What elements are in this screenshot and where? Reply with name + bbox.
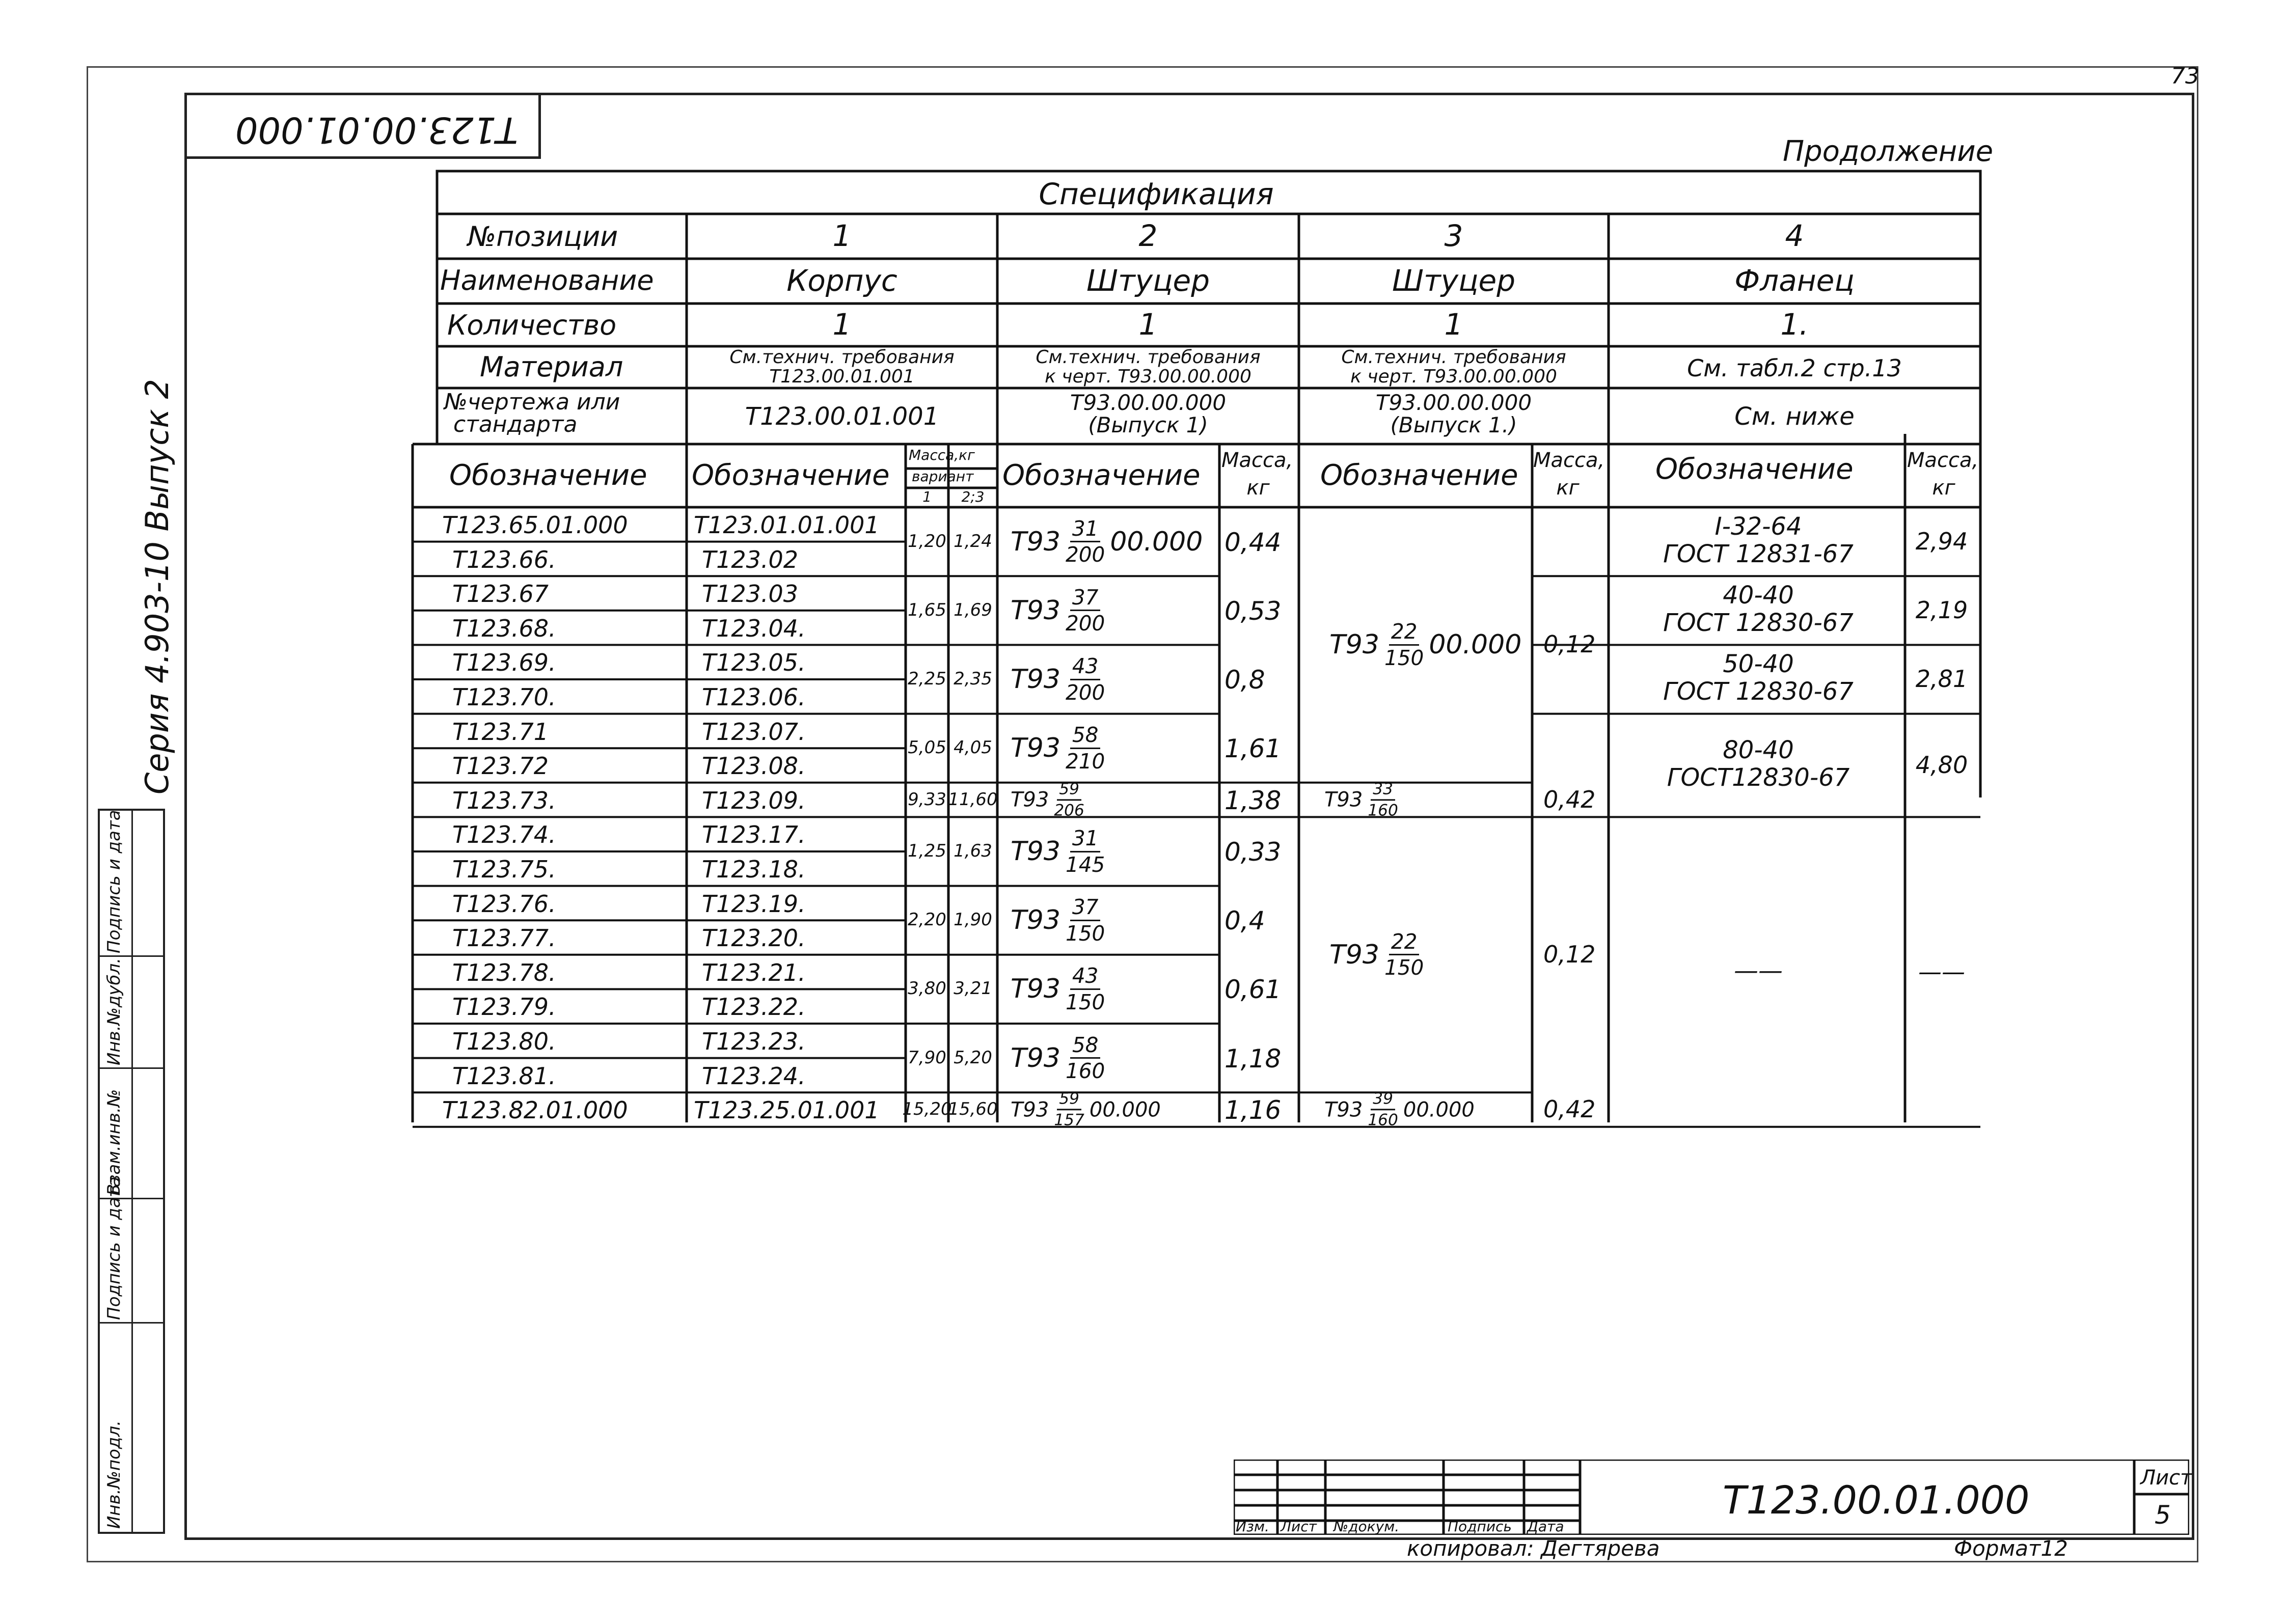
doc-number: Т123.00.01.000 [1723,1477,2030,1523]
designation-prefix: Т93 [1011,1098,1049,1121]
flange-standard: 50-40 [1723,650,1794,678]
fraction-designation [1329,621,1521,668]
fraction-denominator: 150 [1065,921,1105,946]
variant-col-header: 1 [922,488,932,505]
col2-mass: 1,18 [1224,1043,1282,1074]
col2-mass: 0,8 [1224,665,1265,695]
col1-designation-cell: Т123.02 [702,545,799,573]
drawing-number: Т93.00.00.000 [1375,390,1532,415]
drawing-number: См. ниже [1734,402,1855,431]
col1-mass-v1: 2,20 [908,910,946,930]
col1-mass-v23: 15,60 [948,1099,998,1119]
part-qty: 1 [1444,307,1463,342]
designation-cell: Т123.69. [452,649,556,677]
designation-prefix: Т93 [1011,836,1060,867]
col1-designation-cell: Т123.23. [702,1028,806,1055]
designation-prefix: Т93 [1011,733,1060,764]
col1-mass-v1: 5,05 [908,737,946,758]
col1-mass-v1: 7,90 [908,1047,946,1068]
col1-designation-cell: Т123.05. [702,649,806,677]
position-number: 2 [1138,218,1158,253]
drawing-number: Т93.00.00.000 [1070,390,1227,415]
part-qty: 1 [832,307,852,342]
fraction [1064,825,1107,877]
fraction [1366,781,1400,818]
part-name: Штуцер [1086,263,1210,298]
col1-designation-cell: Т123.24. [702,1062,806,1090]
stamp-label: Инв.№подл. [104,1420,124,1529]
designation-prefix: Т93 [1011,595,1060,626]
fraction-numerator: 58 [1070,1035,1101,1059]
designation-cell: Т123.79. [452,993,556,1021]
col1-mass-v23: 5,20 [954,1047,992,1068]
col2-mass: 1,61 [1224,734,1282,764]
copied-by: копировал: Дегтярева [1407,1536,1660,1561]
designation-prefix: Т93 [1329,629,1379,660]
fraction-numerator: 43 [1070,656,1101,680]
col1-designation-cell: Т123.18. [702,856,806,883]
col1-designation-cell: Т123.17. [702,821,806,849]
mass-header: кг [1246,476,1270,500]
fraction-numerator: 31 [1070,828,1101,852]
fraction [1064,966,1107,1012]
col1-mass-v23: 11,60 [948,789,998,810]
col1-mass-v1: 1,65 [908,599,946,620]
col1-designation-cell: Т123.25.01.001 [694,1096,880,1124]
fraction [1064,725,1107,772]
material-text: См.технич. требования [1036,347,1261,368]
fraction [1064,518,1107,565]
fraction-designation [1011,518,1203,565]
fraction-numerator: 59 [1057,1091,1081,1110]
mass-header: Масса, [1221,449,1293,472]
designation-prefix: Т93 [1011,905,1060,936]
stamp-label: Инв.№дубл. [104,957,124,1065]
designation-prefix: Т93 [1011,526,1060,557]
flange-standard: ГОСТ 12830-67 [1663,677,1854,706]
flange-standard: I-32-64 [1715,512,1802,541]
fraction-numerator: 22 [1389,621,1420,646]
col3-mass: 0,42 [1543,785,1596,813]
continuation-label: Продолжение [1783,135,1994,168]
fraction-designation [1324,781,1403,818]
col3-mass: 0,12 [1543,940,1596,968]
stamp-label: Подпись и дата [104,810,124,953]
designation-cell: Т123.71 [452,718,549,746]
designation-cell: Т123.80. [452,1028,556,1055]
material-text: Т123.00.01.001 [769,366,915,387]
fraction-numerator: 58 [1070,725,1101,749]
col1-designation-cell: Т123.21. [702,958,806,986]
material-text: к черт. Т93.00.00.000 [1350,366,1557,387]
fraction-denominator: 160 [1368,801,1398,820]
fraction [1366,1091,1400,1128]
fraction-designation [1011,781,1090,818]
fraction-numerator: 33 [1371,781,1395,801]
flange-mass: —— [1918,957,1965,985]
flange-standard: 40-40 [1723,581,1794,610]
row-label-qty: Количество [447,309,617,341]
fraction-numerator: 37 [1070,897,1101,921]
designation-cell: Т123.77. [452,924,556,952]
fraction-designation [1011,653,1110,705]
flange-mass: 2,81 [1915,665,1968,693]
mass-header: Масса, [1533,449,1605,472]
drawing-number: (Выпуск 1.) [1390,412,1517,437]
col3-mass: 0,12 [1543,630,1596,658]
mass-variant-header: Масса,кг [909,447,975,463]
material-text: См.технич. требования [1341,347,1566,368]
designation-suffix: 00.000 [1089,1098,1161,1121]
page-number: 73 [2171,63,2199,89]
flange-standard: ГОСТ 12830-67 [1663,608,1854,637]
col2-mass: 0,4 [1224,906,1265,936]
fraction-denominator: 150 [1065,989,1105,1014]
col1-designation-cell: Т123.09. [702,786,806,814]
designation-header: Обозначение [1002,459,1201,492]
designation-cell: Т123.72 [452,752,549,780]
designation-cell: Т123.70. [452,683,556,711]
col1-designation-cell: Т123.06. [702,683,806,711]
tb-label: Изм. [1236,1518,1269,1535]
designation-prefix: Т93 [1011,974,1060,1005]
col1-mass-v23: 3,21 [954,978,992,999]
fraction-designation [1011,1091,1161,1128]
fraction-denominator: 150 [1384,645,1424,670]
fraction-designation [1324,1091,1475,1128]
part-qty: 1. [1780,307,1809,342]
fraction [1382,931,1426,978]
fraction-designation [1011,725,1110,772]
fraction-denominator: 206 [1054,801,1084,820]
designation-suffix: 00.000 [1429,629,1522,660]
flange-standard: —— [1734,956,1783,985]
col1-designation-cell: Т123.07. [702,718,806,746]
fraction-numerator: 39 [1371,1091,1395,1110]
designation-cell: Т123.66. [452,545,556,573]
col1-mass-v1: 9,33 [908,789,946,810]
flange-mass: 4,80 [1915,751,1968,779]
col1-designation-cell: Т123.03 [702,580,799,608]
tb-label: Дата [1527,1518,1564,1535]
designation-cell: Т123.73. [452,786,556,814]
position-number: 3 [1444,218,1463,253]
designation-cell: Т123.76. [452,890,556,918]
col3-mass: 0,42 [1543,1095,1596,1123]
fraction-designation [1011,1032,1110,1084]
designation-prefix: Т93 [1324,788,1363,812]
mass-header: кг [1556,476,1580,500]
designation-cell: Т123.65.01.000 [442,511,628,539]
drawing-number: (Выпуск 1) [1088,412,1208,437]
corner-code: Т123.00.01.000 [235,109,518,151]
flange-mass: 2,94 [1915,527,1968,555]
col1-designation-cell: Т123.22. [702,993,806,1021]
col1-designation-cell: Т123.01.01.001 [694,511,880,539]
col1-mass-v23: 2,35 [954,669,992,689]
designation-cell: Т123.82.01.000 [442,1096,628,1124]
fraction-denominator: 200 [1065,542,1105,567]
flange-standard: 80-40 [1723,736,1794,764]
designation-header: Обозначение [449,459,647,492]
material-text: См. табл.2 стр.13 [1687,354,1902,382]
fraction-numerator: 43 [1070,966,1101,990]
fraction-denominator: 200 [1065,680,1105,705]
fraction-denominator: 160 [1368,1111,1398,1130]
fraction-denominator: 145 [1065,852,1105,877]
format-label: Формат12 [1954,1536,2068,1561]
col1-mass-v23: 1,63 [954,841,992,861]
col1-mass-v23: 1,69 [954,599,992,620]
part-name: Штуцер [1392,263,1516,298]
col1-designation-cell: Т123.08. [702,752,806,780]
fraction [1052,781,1086,818]
col1-mass-v23: 1,90 [954,910,992,930]
fraction-denominator: 200 [1065,611,1105,636]
col1-mass-v23: 1,24 [954,531,992,552]
fraction-denominator: 150 [1384,955,1424,980]
mass-variant-header: вариант [912,468,974,485]
col1-designation-cell: Т123.20. [702,924,806,952]
designation-prefix: Т93 [1011,664,1060,695]
tb-label: Лист [1281,1518,1317,1535]
designation-prefix: Т93 [1011,788,1049,812]
designation-header: Обозначение [1655,453,1854,486]
designation-header: Обозначение [692,459,890,492]
fraction [1064,897,1107,944]
fraction-numerator: 31 [1070,518,1101,543]
col2-mass: 1,38 [1224,785,1282,815]
fraction [1052,1091,1086,1128]
fraction-numerator: 22 [1389,931,1420,956]
drawing-number: Т123.00.01.001 [745,402,939,431]
designation-prefix: Т93 [1324,1098,1363,1121]
fraction-denominator: 157 [1054,1111,1084,1130]
fraction-numerator: 37 [1070,587,1101,612]
fraction-designation [1011,825,1110,877]
fraction-designation [1011,587,1110,634]
position-number: 1 [832,218,852,253]
mass-header: Масса, [1907,449,1979,472]
sheet-label: Лист [2140,1466,2192,1490]
fraction-denominator: 210 [1065,749,1105,774]
fraction-designation [1011,966,1110,1012]
designation-header: Обозначение [1320,459,1518,492]
row-label-drawing: №чертежа или [444,389,620,415]
position-number: 4 [1785,218,1804,253]
col1-designation-cell: Т123.19. [702,890,806,918]
designation-cell: Т123.67 [452,580,549,608]
stamp-label: Подпись и дата [104,1176,124,1320]
mass-header: кг [1932,476,1955,500]
flange-mass: 2,19 [1915,596,1968,624]
designation-cell: Т123.81. [452,1062,556,1090]
col2-mass: 0,33 [1224,837,1282,867]
fraction-denominator: 160 [1065,1059,1105,1084]
series-label: Серия 4.903-10 Выпуск 2 [139,379,176,794]
part-qty: 1 [1138,307,1158,342]
designation-prefix: Т93 [1329,939,1379,970]
fraction [1064,1032,1107,1084]
designation-cell: Т123.74. [452,821,556,849]
material-text: См.технич. требования [729,347,955,368]
spec-title: Спецификация [1039,177,1274,211]
title-block [1234,1460,2192,1535]
col2-mass: 1,16 [1224,1095,1282,1125]
designation-cell: Т123.75. [452,856,556,883]
col2-mass: 0,61 [1224,975,1282,1005]
fraction [1382,621,1426,668]
row-label-drawing: стандарта [453,411,578,437]
row-label-name: Наименование [440,264,654,296]
designation-cell: Т123.68. [452,614,556,642]
material-text: к черт. Т93.00.00.000 [1045,366,1251,387]
col1-mass-v1: 1,25 [908,841,946,861]
fraction-designation [1329,931,1429,978]
variant-col-header: 2;3 [961,488,985,505]
col1-mass-v1: 1,20 [908,531,946,552]
col2-mass: 0,44 [1224,527,1282,557]
designation-suffix: 00.000 [1110,526,1203,557]
tb-label: №докум. [1334,1518,1400,1535]
fraction-designation [1011,897,1110,944]
fraction [1064,653,1107,705]
col1-mass-v1: 15,20 [902,1099,952,1119]
col1-mass-v1: 2,25 [908,669,946,689]
col2-mass: 0,53 [1224,596,1282,626]
flange-standard: ГОСТ 12831-67 [1663,539,1854,568]
stamp-label: Взам.инв.№ [104,1089,124,1196]
flange-standard: ГОСТ12830-67 [1667,763,1850,792]
designation-cell: Т123.78. [452,958,556,986]
row-label-position: №позиции [468,221,618,253]
col1-mass-v23: 4,05 [954,737,992,758]
col1-mass-v1: 3,80 [908,978,946,999]
part-name: Корпус [786,263,897,298]
fraction-numerator: 59 [1057,781,1081,801]
sheet-number: 5 [2155,1500,2171,1530]
tb-label: Подпись [1448,1518,1512,1535]
col1-designation-cell: Т123.04. [702,614,806,642]
designation-suffix: 00.000 [1403,1098,1475,1121]
fraction [1064,587,1107,634]
part-name: Фланец [1734,263,1855,298]
row-label-material: Материал [480,351,623,383]
designation-prefix: Т93 [1011,1042,1060,1074]
